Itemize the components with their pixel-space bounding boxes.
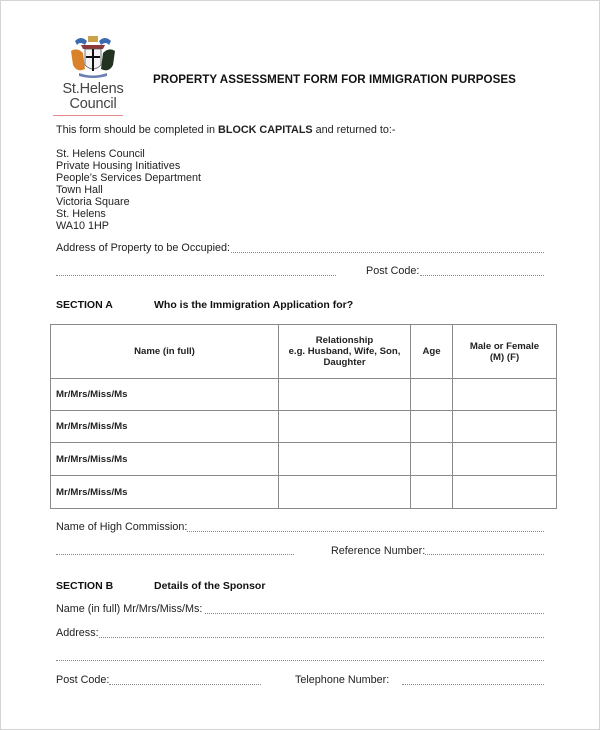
instructions-emphasis: BLOCK CAPITALS <box>218 124 313 136</box>
age-cell[interactable] <box>411 443 453 476</box>
logo-text-line2: Council <box>69 96 117 112</box>
instructions-suffix: and returned to:- <box>312 124 396 136</box>
applicants-table <box>50 324 557 509</box>
name-cell[interactable]: Mr/Mrs/Miss/Ms <box>51 476 279 509</box>
relationship-cell[interactable] <box>279 476 411 509</box>
coat-of-arms-icon <box>67 35 119 79</box>
property-postcode-label: Post Code: <box>366 265 420 277</box>
address-line-7: WA10 1HP <box>56 220 110 232</box>
high-commission-label: Name of High Commission: <box>56 521 188 533</box>
address-line-6: St. Helens <box>56 208 106 220</box>
logo-text-line1: St.Helens <box>62 81 124 97</box>
sex-cell[interactable] <box>453 443 557 476</box>
sponsor-address-field[interactable] <box>99 637 544 638</box>
column-header-relationship: Relationship e.g. Husband, Wife, Son, Daughter <box>279 325 411 379</box>
section-a-label: SECTION A <box>56 299 113 311</box>
sponsor-telephone-field[interactable] <box>402 684 544 685</box>
sex-cell[interactable] <box>453 379 557 411</box>
table-row <box>51 379 557 411</box>
age-cell[interactable] <box>411 411 453 443</box>
high-commission-field[interactable] <box>187 531 544 532</box>
sponsor-address-label: Address: <box>56 627 99 639</box>
instructions <box>56 124 395 136</box>
section-b-heading: Details of the Sponsor <box>154 580 266 592</box>
relationship-cell[interactable] <box>279 443 411 476</box>
column-header-sex: Male or Female (M) (F) <box>453 325 557 379</box>
property-address-label: Address of Property to be Occupied: <box>56 242 231 254</box>
address-line-1: St. Helens Council <box>56 148 145 160</box>
sex-cell[interactable] <box>453 476 557 509</box>
property-address-line2-field[interactable] <box>56 275 336 276</box>
relationship-cell[interactable] <box>279 379 411 411</box>
table-row <box>51 411 557 443</box>
age-cell[interactable] <box>411 379 453 411</box>
relationship-cell[interactable] <box>279 411 411 443</box>
sponsor-name-field[interactable] <box>205 613 544 614</box>
section-a-heading: Who is the Immigration Application for? <box>154 299 354 311</box>
reference-number-field[interactable] <box>425 554 544 555</box>
property-address-field[interactable] <box>231 252 544 253</box>
section-b-label: SECTION B <box>56 580 114 592</box>
logo-underline <box>53 115 123 116</box>
high-commission-line2-field[interactable] <box>56 554 294 555</box>
reference-number-label: Reference Number: <box>331 545 426 557</box>
address-line-3: People’s Services Department <box>56 172 202 184</box>
name-cell[interactable]: Mr/Mrs/Miss/Ms <box>51 443 279 476</box>
property-postcode-field[interactable] <box>420 275 544 276</box>
table-row <box>51 443 557 476</box>
column-header-name: Name (in full) <box>51 325 279 379</box>
sex-cell[interactable] <box>453 411 557 443</box>
sponsor-address-line2-field[interactable] <box>56 660 544 661</box>
sponsor-postcode-field[interactable] <box>109 684 261 685</box>
name-cell[interactable]: Mr/Mrs/Miss/Ms <box>51 379 279 411</box>
sponsor-telephone-label: Telephone Number: <box>295 674 390 686</box>
sponsor-name-label: Name (in full) Mr/Mrs/Miss/Ms: <box>56 603 203 615</box>
table-row <box>51 476 557 509</box>
instructions-prefix: This form should be completed in <box>56 124 219 136</box>
age-cell[interactable] <box>411 476 453 509</box>
form-title: PROPERTY ASSESSMENT FORM FOR IMMIGRATION PURPOSES <box>153 73 516 86</box>
column-header-age: Age <box>411 325 453 379</box>
sponsor-postcode-label: Post Code: <box>56 674 110 686</box>
table-header-row <box>51 325 557 379</box>
name-cell[interactable]: Mr/Mrs/Miss/Ms <box>51 411 279 443</box>
address-line-2: Private Housing Initiatives <box>56 160 181 172</box>
address-line-5: Victoria Square <box>56 196 130 208</box>
council-logo <box>53 35 133 117</box>
address-line-4: Town Hall <box>56 184 103 196</box>
